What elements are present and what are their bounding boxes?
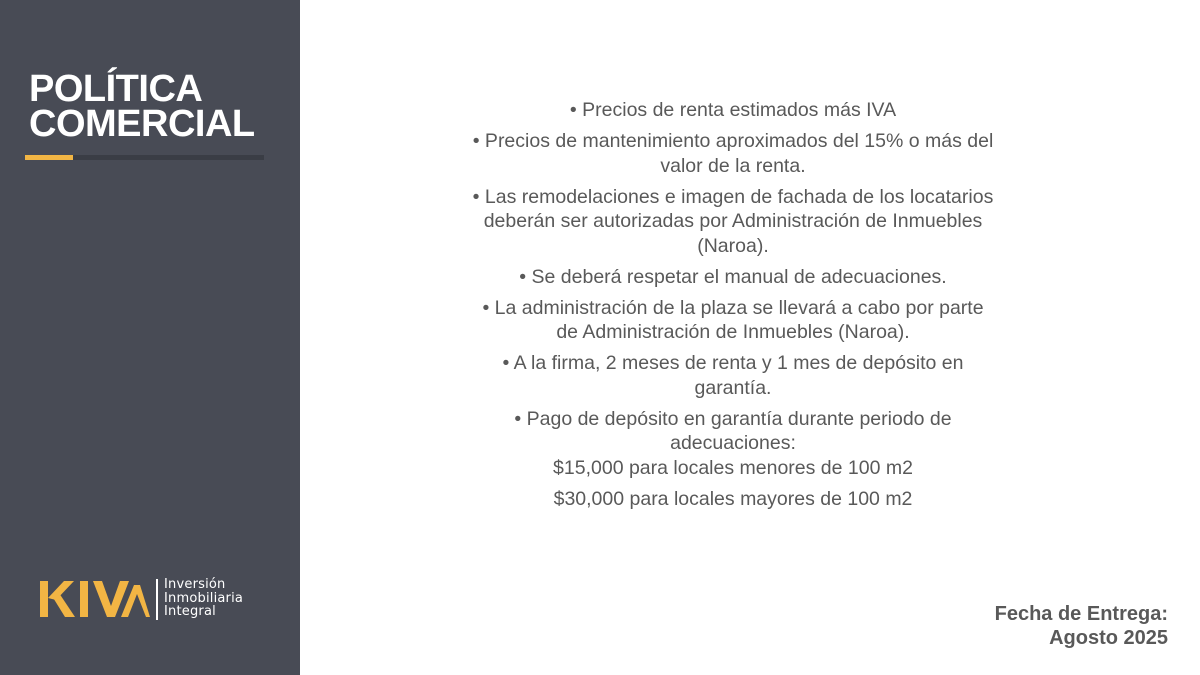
logo-tagline-line-3: Integral	[164, 604, 216, 619]
policy-item-manual: • Se deberá respetar el manual de adecuaciones.	[519, 265, 947, 288]
delivery-label: Fecha de Entrega:	[994, 603, 1168, 625]
page-title-line-2: COMERCIAL	[29, 103, 255, 145]
policy-item-deposit-text: • Pago de depósito en garantía durante periodo de adecuaciones:	[514, 407, 952, 454]
policy-list	[470, 98, 996, 518]
page-title	[29, 68, 255, 145]
page-title-line-1: POLÍTICA	[29, 68, 203, 110]
title-underline-accent	[25, 155, 73, 160]
logo-tagline-line-2: Inmobiliaria	[164, 590, 244, 606]
delivery-date-block	[995, 602, 1168, 650]
policy-item-remodeling: • Las remodelaciones e imagen de fachada de los locatarios deberán ser autorizadas por Administración de Inmuebles (Naroa).	[472, 185, 994, 257]
policy-item-deposit	[470, 407, 996, 481]
kiva-logo	[40, 577, 250, 623]
sidebar-panel	[0, 0, 300, 675]
logo-divider	[156, 579, 158, 620]
deposit-small-premises: $15,000 para locales menores de 100 m2	[553, 456, 913, 479]
policy-item-rent-prices: • Precios de renta estimados más IVA	[569, 99, 897, 121]
logo-tagline	[164, 578, 243, 619]
policy-item-maintenance: • Precios de mantenimiento aproximados del 15% o más del valor de la renta.	[472, 130, 994, 177]
policy-item-signing: • A la firma, 2 meses de renta y 1 mes de depósito en garantía.	[502, 352, 964, 399]
delivery-date: Agosto 2025	[1049, 627, 1168, 649]
policy-item-administration: • La administración de la plaza se llevará a cabo por parte de Administración de Inmuebles (Naroa).	[482, 296, 984, 343]
kiva-wordmark-icon	[40, 581, 150, 617]
deposit-large-premises: $30,000 para locales mayores de 100 m2	[553, 487, 913, 510]
logo-tagline-line-1: Inversión	[164, 577, 226, 592]
